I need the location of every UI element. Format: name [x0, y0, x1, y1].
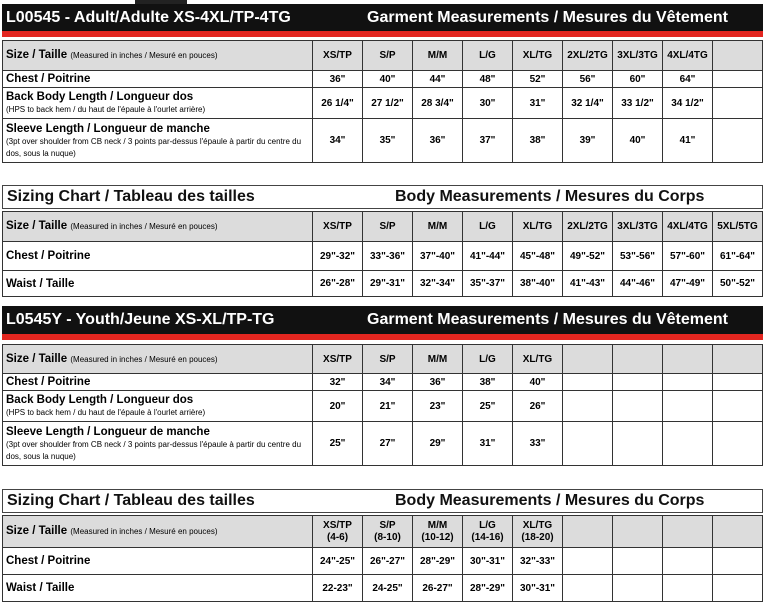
- size-header: M/M: [413, 212, 463, 242]
- value-cell: 33 1/2": [613, 88, 663, 119]
- value-cell: 26"-28": [313, 271, 363, 297]
- row-label: Sleeve Length / Longueur de manche (3pt over shoulder from CB neck / 3 points par-dessus l'épaule à partir du centre du dos, sous la nuque): [3, 119, 313, 163]
- value-cell: 21": [363, 391, 413, 422]
- size-header: XL/TG: [513, 212, 563, 242]
- value-cell: [663, 422, 713, 466]
- value-cell: 24"-25": [313, 548, 363, 575]
- value-cell: 33"-36": [363, 242, 413, 271]
- adult-garment-title: L00545 - Adult/Adulte XS-4XL/TP-4TG: [6, 8, 291, 26]
- table-row: [3, 71, 763, 88]
- size-header: XS/TP: [313, 41, 363, 71]
- value-cell: [713, 374, 763, 391]
- value-cell: 44": [413, 71, 463, 88]
- size-header: L/G: [463, 41, 513, 71]
- value-cell: 61"-64": [713, 242, 763, 271]
- value-cell: 31": [513, 88, 563, 119]
- value-cell: 25": [313, 422, 363, 466]
- value-cell: 34": [313, 119, 363, 163]
- value-cell: 32"-34": [413, 271, 463, 297]
- size-header: XS/TP (4-6): [313, 516, 363, 548]
- value-cell: 34": [363, 374, 413, 391]
- value-cell: 49"-52": [563, 242, 613, 271]
- value-cell: [613, 548, 663, 575]
- value-cell: 36": [313, 71, 363, 88]
- red-accent-bar: [2, 31, 763, 37]
- youth-garment-title: L0545Y - Youth/Jeune XS-XL/TP-TG: [6, 311, 275, 328]
- size-header: [713, 345, 763, 374]
- value-cell: 29"-31": [363, 271, 413, 297]
- value-cell: 29"-32": [313, 242, 363, 271]
- value-cell: 37"-40": [413, 242, 463, 271]
- value-cell: [663, 374, 713, 391]
- size-header: M/M: [413, 345, 463, 374]
- size-header: 4XL/4TG: [663, 212, 713, 242]
- value-cell: 50"-52": [713, 271, 763, 297]
- size-header: 3XL/3TG: [613, 212, 663, 242]
- value-cell: 41"-43": [563, 271, 613, 297]
- value-cell: 35": [363, 119, 413, 163]
- size-header: L/G (14-16): [463, 516, 513, 548]
- size-header: XL/TG: [513, 41, 563, 71]
- value-cell: 39": [563, 119, 613, 163]
- value-cell: [563, 391, 613, 422]
- size-header: [613, 516, 663, 548]
- adult-body-title: Sizing Chart / Tableau des tailles: [7, 188, 255, 205]
- size-header: [663, 516, 713, 548]
- value-cell: [713, 119, 763, 163]
- value-cell: 53"-56": [613, 242, 663, 271]
- size-header: 3XL/3TG: [613, 41, 663, 71]
- youth-body-title: Sizing Chart / Tableau des tailles: [7, 492, 255, 509]
- value-cell: 28"-29": [413, 548, 463, 575]
- value-cell: 26"-27": [363, 548, 413, 575]
- value-cell: 24-25": [363, 575, 413, 602]
- value-cell: 60": [613, 71, 663, 88]
- size-label-cell: Size / Taille (Measured in inches / Mesuré en pouces): [3, 516, 313, 548]
- size-header: XL/TG (18-20): [513, 516, 563, 548]
- size-header: S/P (8-10): [363, 516, 413, 548]
- row-label: Chest / Poitrine: [3, 548, 313, 575]
- table-row: [3, 271, 763, 297]
- size-label-cell: Size / Taille (Measured in inches / Mesuré en pouces): [3, 345, 313, 374]
- size-header: M/M: [413, 41, 463, 71]
- size-header: S/P: [363, 212, 413, 242]
- size-header: XS/TP: [313, 345, 363, 374]
- value-cell: 41"-44": [463, 242, 513, 271]
- youth-body-heading: Body Measurements / Mesures du Corps: [395, 492, 705, 509]
- row-label: Waist / Taille: [3, 575, 313, 602]
- table-header-row: [3, 516, 763, 548]
- table-row: [3, 548, 763, 575]
- value-cell: 26 1/4": [313, 88, 363, 119]
- value-cell: 47"-49": [663, 271, 713, 297]
- value-cell: 57"-60": [663, 242, 713, 271]
- youth-garment-heading: Garment Measurements / Mesures du Vêtement: [367, 311, 729, 328]
- value-cell: [713, 575, 763, 602]
- value-cell: 44"-46": [613, 271, 663, 297]
- value-cell: [613, 391, 663, 422]
- size-header: [613, 345, 663, 374]
- value-cell: 40": [513, 374, 563, 391]
- value-cell: [713, 548, 763, 575]
- value-cell: 38": [513, 119, 563, 163]
- value-cell: [663, 575, 713, 602]
- value-cell: 32": [313, 374, 363, 391]
- value-cell: [663, 391, 713, 422]
- value-cell: 28 3/4": [413, 88, 463, 119]
- value-cell: 64": [663, 71, 713, 88]
- youth-garment-table: [2, 344, 763, 466]
- value-cell: 33": [513, 422, 563, 466]
- table-row: [3, 374, 763, 391]
- adult-garment-table: [2, 40, 763, 163]
- size-header: [563, 345, 613, 374]
- value-cell: 32 1/4": [563, 88, 613, 119]
- table-header-row: [3, 41, 763, 71]
- value-cell: 32"-33": [513, 548, 563, 575]
- size-header: 4XL/4TG: [663, 41, 713, 71]
- size-header: M/M (10-12): [413, 516, 463, 548]
- value-cell: [713, 71, 763, 88]
- value-cell: [613, 422, 663, 466]
- size-header: 2XL/2TG: [563, 41, 613, 71]
- table-header-row: [3, 212, 763, 242]
- size-header: [713, 41, 763, 71]
- value-cell: 37": [463, 119, 513, 163]
- adult-garment-header: [2, 4, 763, 31]
- adult-body-table: [2, 211, 763, 297]
- table-row: [3, 119, 763, 163]
- value-cell: 26": [513, 391, 563, 422]
- row-label: Back Body Length / Longueur dos (HPS to back hem / du haut de l'épaule à l'ourlet arrière): [3, 88, 313, 119]
- value-cell: 29": [413, 422, 463, 466]
- row-label: Back Body Length / Longueur dos (HPS to back hem / du haut de l'épaule à l'ourlet arrière): [3, 391, 313, 422]
- size-header: [713, 516, 763, 548]
- table-header-row: [3, 345, 763, 374]
- row-label: Sleeve Length / Longueur de manche (3pt over shoulder from CB neck / 3 points par-dessus l'épaule à partir du centre du dos, sous la nuque): [3, 422, 313, 466]
- value-cell: [613, 575, 663, 602]
- value-cell: 45"-48": [513, 242, 563, 271]
- row-label: Waist / Taille: [3, 271, 313, 297]
- youth-garment-header: [2, 306, 763, 334]
- size-header: S/P: [363, 41, 413, 71]
- value-cell: 26-27": [413, 575, 463, 602]
- value-cell: 30"-31": [463, 548, 513, 575]
- size-header: 2XL/2TG: [563, 212, 613, 242]
- value-cell: [713, 88, 763, 119]
- size-header: L/G: [463, 212, 513, 242]
- size-header: L/G: [463, 345, 513, 374]
- red-accent-bar: [2, 334, 763, 340]
- value-cell: 35"-37": [463, 271, 513, 297]
- value-cell: [713, 422, 763, 466]
- value-cell: 30"-31": [513, 575, 563, 602]
- size-header: XS/TP: [313, 212, 363, 242]
- row-label: Chest / Poitrine: [3, 71, 313, 88]
- row-label: Chest / Poitrine: [3, 374, 313, 391]
- value-cell: 40": [363, 71, 413, 88]
- size-header: [563, 516, 613, 548]
- adult-body-header: [2, 185, 763, 209]
- size-header: XL/TG: [513, 345, 563, 374]
- value-cell: [563, 575, 613, 602]
- value-cell: 22-23": [313, 575, 363, 602]
- table-row: [3, 422, 763, 466]
- value-cell: 56": [563, 71, 613, 88]
- size-header: 5XL/5TG: [713, 212, 763, 242]
- value-cell: [563, 374, 613, 391]
- value-cell: 41": [663, 119, 713, 163]
- value-cell: 36": [413, 119, 463, 163]
- value-cell: 27": [363, 422, 413, 466]
- value-cell: [713, 391, 763, 422]
- size-label-cell: Size / Taille (Measured in inches / Mesuré en pouces): [3, 41, 313, 71]
- value-cell: 20": [313, 391, 363, 422]
- value-cell: 23": [413, 391, 463, 422]
- value-cell: 52": [513, 71, 563, 88]
- size-header: [663, 345, 713, 374]
- value-cell: [663, 548, 713, 575]
- youth-body-header: [2, 489, 763, 513]
- value-cell: 38"-40": [513, 271, 563, 297]
- table-row: [3, 391, 763, 422]
- value-cell: [563, 548, 613, 575]
- table-row: [3, 575, 763, 602]
- value-cell: 31": [463, 422, 513, 466]
- size-header: S/P: [363, 345, 413, 374]
- row-label: Chest / Poitrine: [3, 242, 313, 271]
- value-cell: 28"-29": [463, 575, 513, 602]
- value-cell: 34 1/2": [663, 88, 713, 119]
- youth-body-table: [2, 515, 763, 602]
- size-label-cell: Size / Taille (Measured in inches / Mesuré en pouces): [3, 212, 313, 242]
- table-row: [3, 242, 763, 271]
- value-cell: 48": [463, 71, 513, 88]
- value-cell: [563, 422, 613, 466]
- value-cell: 36": [413, 374, 463, 391]
- value-cell: 25": [463, 391, 513, 422]
- value-cell: 38": [463, 374, 513, 391]
- value-cell: 40": [613, 119, 663, 163]
- value-cell: [613, 374, 663, 391]
- adult-body-heading: Body Measurements / Mesures du Corps: [395, 188, 705, 205]
- value-cell: 27 1/2": [363, 88, 413, 119]
- value-cell: 30": [463, 88, 513, 119]
- adult-garment-heading: Garment Measurements / Mesures du Vêtement: [367, 8, 729, 26]
- table-row: [3, 88, 763, 119]
